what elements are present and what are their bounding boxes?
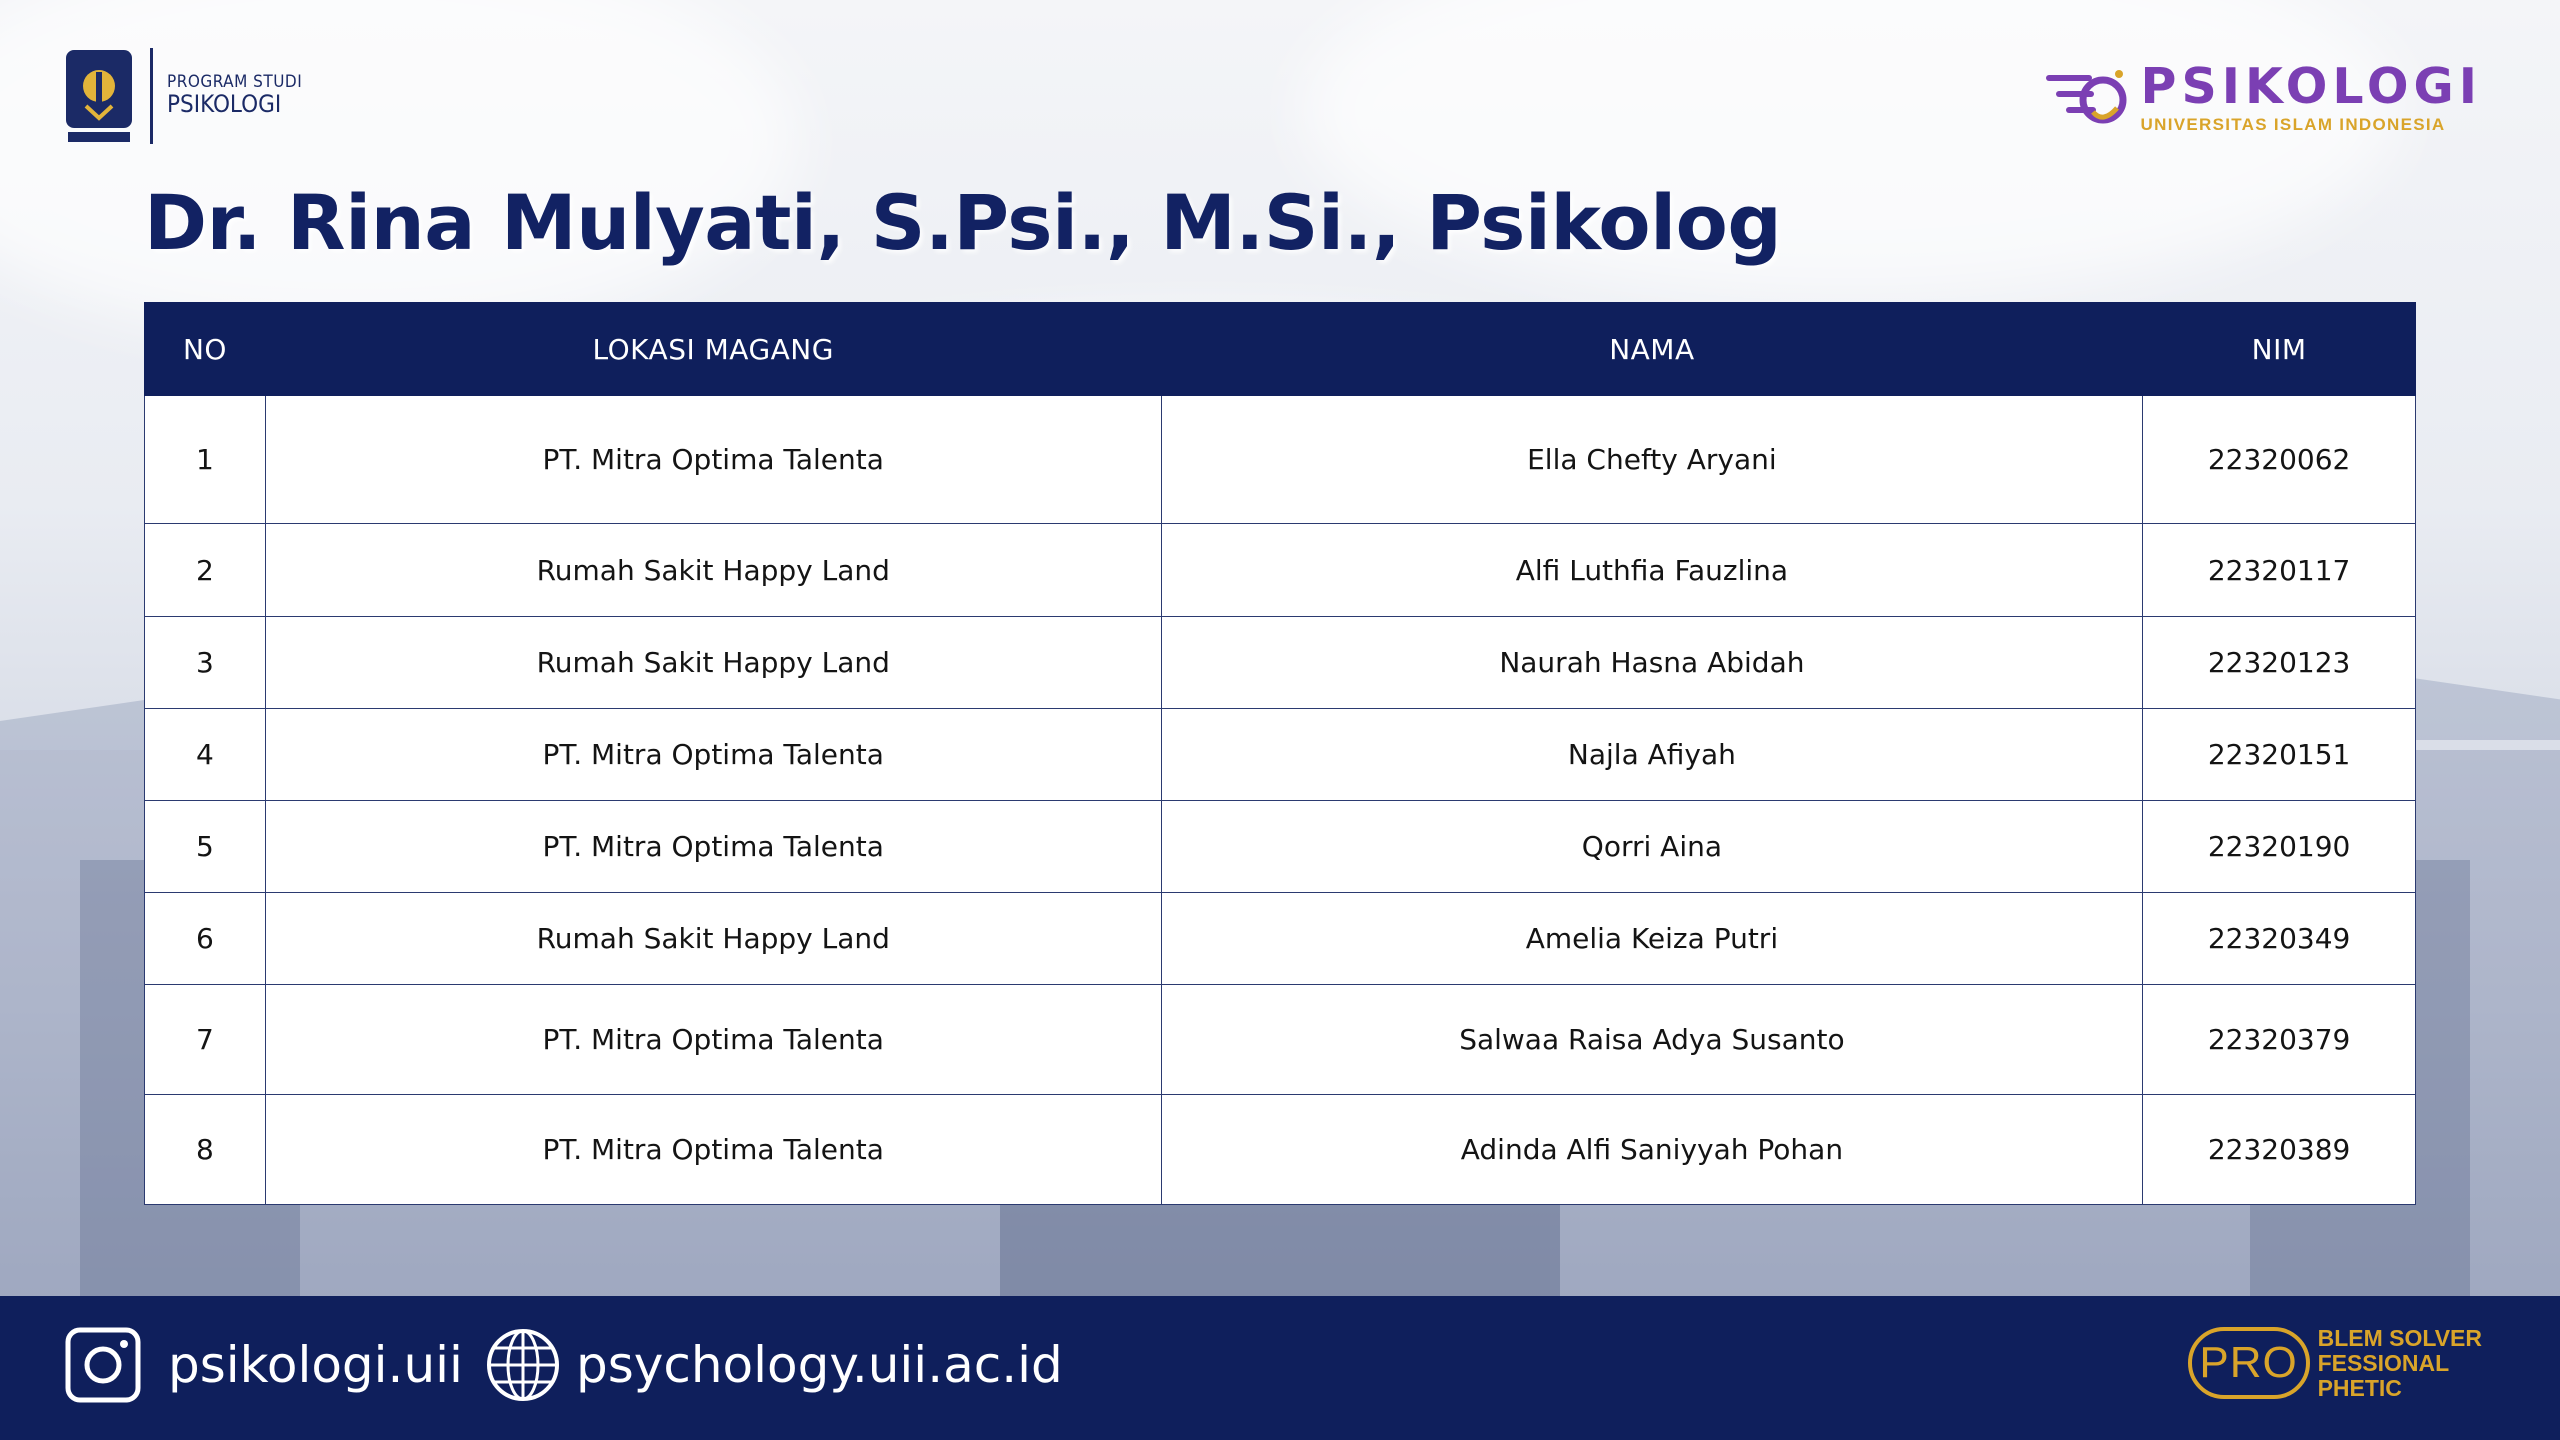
cell-nama: Alfi Luthfia Fauzlina	[1161, 524, 2143, 617]
website-link[interactable]	[484, 1326, 1063, 1404]
logo-divider	[150, 48, 153, 144]
instagram-handle: psikologi.uii	[168, 1336, 463, 1394]
cell-no: 5	[145, 801, 266, 893]
footer-bar	[0, 1296, 2560, 1440]
cell-nim: 22320190	[2143, 801, 2416, 893]
uii-emblem-icon	[64, 48, 134, 144]
table-row	[145, 617, 2416, 709]
cell-no: 8	[145, 1095, 266, 1205]
pro-badge-line: PHETIC	[2317, 1374, 2402, 1401]
website-url: psychology.uii.ac.id	[576, 1336, 1063, 1394]
cell-nama: Naurah Hasna Abidah	[1161, 617, 2143, 709]
globe-icon	[484, 1326, 562, 1404]
cell-no: 3	[145, 617, 266, 709]
uii-logo-line2: PSIKOLOGI	[167, 90, 282, 119]
brand-subtitle: UNIVERSITAS ISLAM INDONESIA	[2140, 115, 2446, 134]
header-nama: NAMA	[1161, 303, 2143, 396]
cell-lokasi: PT. Mitra Optima Talenta	[265, 396, 1161, 524]
table-row	[145, 1095, 2416, 1205]
internship-table	[144, 302, 2416, 1205]
cell-lokasi: Rumah Sakit Happy Land	[265, 617, 1161, 709]
table-header-row	[145, 303, 2416, 396]
cell-nama: Adinda Alfi Saniyyah Pohan	[1161, 1095, 2143, 1205]
pro-badge-line: FESSIONAL	[2317, 1349, 2450, 1376]
cell-nim: 22320379	[2143, 985, 2416, 1095]
cell-lokasi: Rumah Sakit Happy Land	[265, 524, 1161, 617]
instagram-link[interactable]	[64, 1326, 463, 1404]
table-row	[145, 985, 2416, 1095]
cell-no: 7	[145, 985, 266, 1095]
cell-nim: 22320062	[2143, 396, 2416, 524]
psikologi-brand-logo	[2045, 58, 2482, 135]
psikologi-mark-icon	[2045, 64, 2131, 134]
table-row	[145, 396, 2416, 524]
cell-nama: Qorri Aina	[1161, 801, 2143, 893]
pro-badge-line: BLEM SOLVER	[2317, 1325, 2482, 1351]
uii-logo-line1: PROGRAM STUDI	[167, 72, 303, 93]
table-row	[145, 524, 2416, 617]
cell-nama: Salwaa Raisa Adya Susanto	[1161, 985, 2143, 1095]
cell-nama: Ella Chefty Aryani	[1161, 396, 2143, 524]
header-no: NO	[145, 303, 266, 396]
header-lokasi-magang: LOKASI MAGANG	[265, 303, 1161, 396]
cell-lokasi: Rumah Sakit Happy Land	[265, 893, 1161, 985]
cell-nim: 22320123	[2143, 617, 2416, 709]
page-title: Dr. Rina Mulyati, S.Psi., M.Si., Psikolog	[144, 178, 1782, 267]
cell-lokasi: PT. Mitra Optima Talenta	[265, 1095, 1161, 1205]
cell-nama: Amelia Keiza Putri	[1161, 893, 2143, 985]
pro-badge	[2188, 1326, 2482, 1400]
cell-nim: 22320151	[2143, 709, 2416, 801]
cell-lokasi: PT. Mitra Optima Talenta	[265, 985, 1161, 1095]
cell-no: 1	[145, 396, 266, 524]
header-nim: NIM	[2143, 303, 2416, 396]
cell-lokasi: PT. Mitra Optima Talenta	[265, 801, 1161, 893]
uii-logo	[64, 48, 302, 144]
table-row	[145, 801, 2416, 893]
cell-no: 2	[145, 524, 266, 617]
cell-nim: 22320117	[2143, 524, 2416, 617]
cell-no: 6	[145, 893, 266, 985]
cell-nim: 22320389	[2143, 1095, 2416, 1205]
brand-title: PSIKOLOGI	[2140, 58, 2482, 115]
table-row	[145, 709, 2416, 801]
table-row	[145, 893, 2416, 985]
cell-nama: Najla Afiyah	[1161, 709, 2143, 801]
cell-no: 4	[145, 709, 266, 801]
pro-badge-word: PRO	[2188, 1327, 2310, 1399]
cell-nim: 22320349	[2143, 893, 2416, 985]
instagram-icon	[64, 1326, 142, 1404]
cell-lokasi: PT. Mitra Optima Talenta	[265, 709, 1161, 801]
